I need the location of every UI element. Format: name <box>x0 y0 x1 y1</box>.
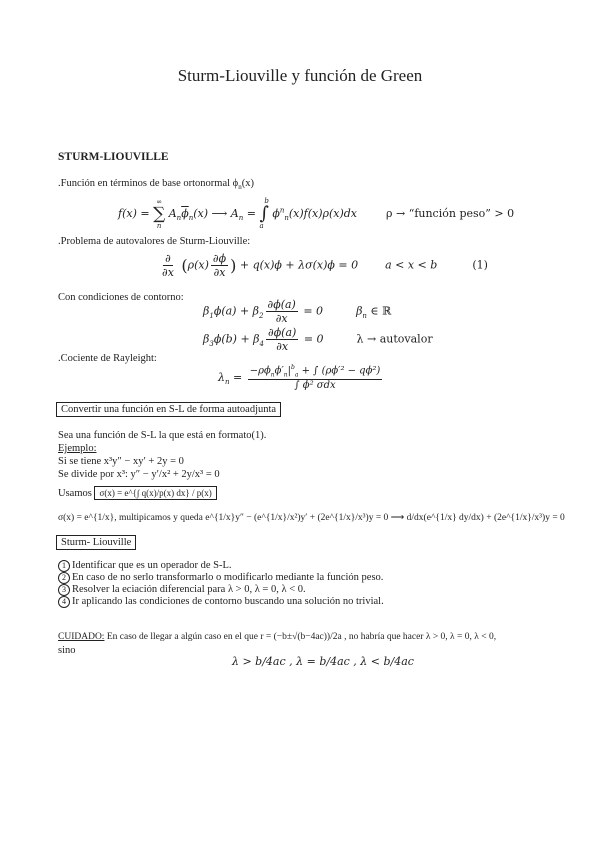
boundary-condition-a: $\beta_1\phi(a) + \beta_2$ $\frac{\partial\phi(a)}{\partial x}$ = 0 $\beta_n$ ∈ ℝ <box>203 298 392 326</box>
sino-label: sino <box>58 645 76 656</box>
step-text: Ir aplicando las condiciones de contorno buscando una solución no trivial. <box>72 596 384 607</box>
integral-symbol: b ∫ a <box>259 197 269 230</box>
ejemplo-label: Ejemplo: <box>58 443 97 454</box>
eq2-range: a < x < b <box>385 258 438 272</box>
bullet-tail: (x) <box>241 178 254 189</box>
step-list <box>58 560 384 608</box>
bc1-note-tail: ∈ ℝ <box>366 304 392 318</box>
para-divide: Se divide por x³: y″ − y′/x² + 2y/x³ = 0 <box>58 469 220 480</box>
equation-sturm-liouville: $\frac{\partial}{\partial x}$ (ρ(x) $\frac{\partial\phi}{\partial x}$ ) + q(x)ϕ + λσ(x)ϕ = 0 a < x < b (1) <box>162 252 488 280</box>
list-item <box>58 596 384 608</box>
eq1-equals: = <box>246 207 256 220</box>
bullet-autovalores: .Problema de autovalores de Sturm-Liouville: <box>58 236 251 247</box>
section-heading: STURM-LIOUVILLE <box>58 151 169 163</box>
step-number: 4 <box>58 596 70 608</box>
eq1-integrand: (x)f(x)ρ(x)dx <box>288 207 358 220</box>
eq1-A: A <box>168 207 177 220</box>
para-example-eq: Si se tiene x³y″ − xy′ + 2y = 0 <box>58 456 184 467</box>
usamos-line <box>58 488 217 499</box>
step-text: Identificar que es un operador de S-L. <box>72 560 232 571</box>
bc1-text: ϕ(a) + β <box>213 304 260 318</box>
section-box-sturm-liouville: Sturm- Liouville <box>56 535 136 550</box>
step-text: Resolver la eciación diferencial para λ > 0, λ = 0, λ < 0. <box>72 584 306 595</box>
cuidado-label: CUIDADO: <box>58 632 105 642</box>
rho-note: ρ → “función peso” > 0 <box>386 207 515 220</box>
bullet-text: .Función en términos de base ortonormal ϕ <box>58 178 239 189</box>
bullet-condiciones: Con condiciones de contorno: <box>58 292 184 303</box>
bc1-eq: = 0 <box>303 304 324 318</box>
final-inequalities: λ > b/4ac , λ = b/4ac , λ < b/4ac <box>232 655 414 668</box>
usamos-label: Usamos <box>58 488 92 499</box>
list-item <box>58 584 384 596</box>
bc2-text: ϕ(b) + β <box>213 332 260 346</box>
eq2-number: (1) <box>472 258 488 272</box>
list-item <box>58 560 384 572</box>
equation-expansion: f(x) = ∞ ∑ n $A_n\overline{\phi}_n(x)$ ⟶ $A_n$ = b ∫ a $\phi^n_n(x)f(x)\rho(x)dx$ ρ → “función peso” > 0 <box>118 197 515 230</box>
cuidado-line <box>58 632 496 642</box>
para-sigma-result: σ(x) = e^{1/x}, multipicamos y queda e^{1/x}y″ − (e^{1/x}/x²)y′ + (2e^{1/x}/x³)y = 0 ⟶ d/dx(e^{1/x} dy/dx) + (2e^{1/x}/x³)y = 0 <box>58 513 565 523</box>
cuidado-text: En caso de llegar a algún caso en el que r = (−b±√(b−4ac))/2a , no habría que hacer λ > 0, λ = 0, λ < 0, <box>106 632 497 642</box>
rayleigh-num-tail: ϕ′ <box>274 365 284 377</box>
step-number: 2 <box>58 572 70 584</box>
bullet-base-ortonormal: .Función en términos de base ortonormal $\phi_n(x)$ <box>58 178 254 192</box>
boundary-condition-b: $\beta_3\phi(b) + \beta_4$ $\frac{\partial\phi(a)}{\partial x}$ = 0 λ → autovalor <box>203 326 433 354</box>
rayleigh-den: ∫ ϕ² σdx <box>294 379 336 391</box>
bc2-note: λ → autovalor <box>356 332 433 346</box>
eq1-arrow: (x) ⟶ A <box>193 207 239 220</box>
step-number: 3 <box>58 584 70 596</box>
bc2-eq: = 0 <box>303 332 324 346</box>
int-bottom: a <box>259 222 264 230</box>
rayleigh-quotient: $\lambda_n$ = $\frac{-\rho\phi_n\phi'_n|^b_a + \int (\rho\phi'^2 - q\phi^2)}{\text{∫ ϕ² σdx}}$ <box>218 364 381 391</box>
page-title: Sturm-Liouville y función de Green <box>177 66 423 85</box>
section-box-autoadjunta: Convertir una función en S-L de forma autoadjunta <box>56 402 281 417</box>
step-text: En caso de no serlo transformarlo o modificarlo mediante la función peso. <box>72 572 384 583</box>
rayleigh-lambda: λ <box>218 370 225 384</box>
bullet-rayleigh: .Cociente de Rayleight: <box>58 353 157 364</box>
para-formato: Sea una función de S-L la que está en formato(1). <box>58 430 267 441</box>
rayleigh-num: −ρϕ <box>249 365 271 377</box>
step-number: 1 <box>58 560 70 572</box>
list-item <box>58 572 384 584</box>
sum-bottom: n <box>156 221 162 230</box>
eq2-rest: + q(x)ϕ + λσ(x)ϕ = 0 <box>239 258 359 272</box>
sum-top: ∞ <box>156 197 163 206</box>
rayleigh-equals: = <box>233 370 243 384</box>
int-top: b <box>264 197 269 205</box>
rayleigh-num-rest: + ∫ (ρϕ′² − qϕ²) <box>301 365 381 377</box>
sum-symbol: ∞ ∑ n <box>153 197 166 230</box>
bc1-note: β <box>356 304 363 318</box>
eq1-phi: ϕ <box>272 207 280 220</box>
sigma-formula-box: σ(x) = e^{∫ q(x)/p(x) dx} / p(x) <box>94 486 216 500</box>
eq1-lhs: f(x) = <box>118 207 150 220</box>
